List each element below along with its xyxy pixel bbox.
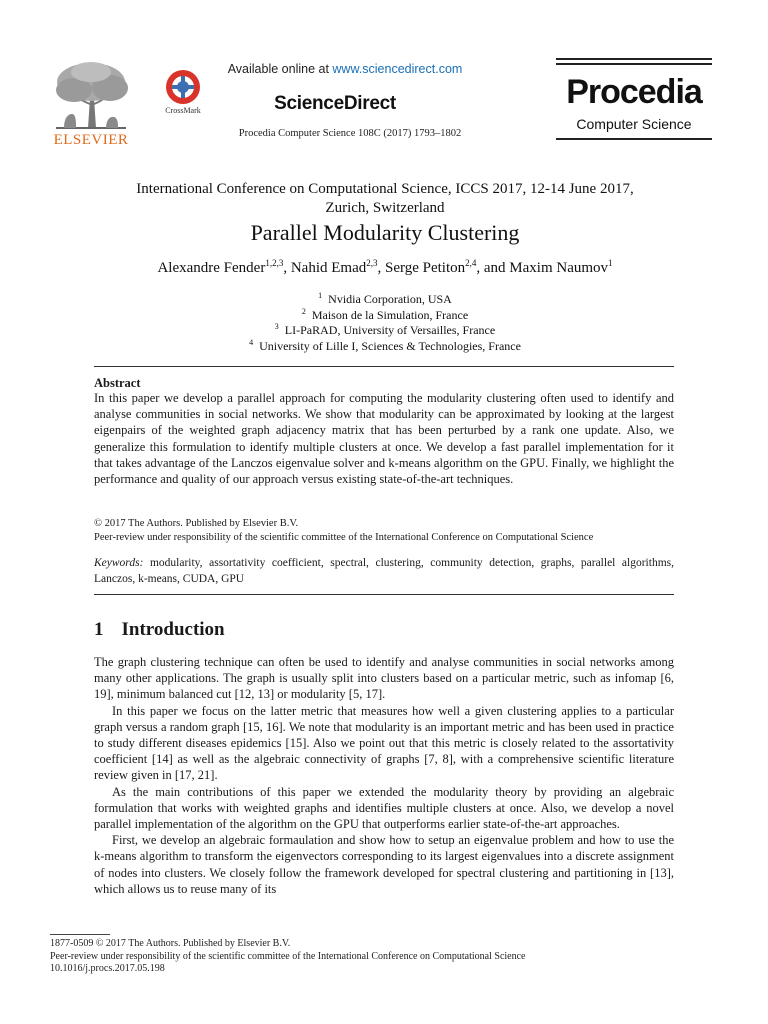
affiliation-text: LI-PaRAD, University of Versailles, France [284,323,496,337]
elsevier-tree-icon [50,60,132,130]
sciencedirect-link[interactable]: www.sciencedirect.com [332,62,463,76]
paragraph: In this paper we focus on the latter metric that measures how well a given clustering applies to a particular graph versus a random graph [15, 16]. We note that modularity is an important metric and has been used in practice to study different diseases epidemics [15]. Also we point out that this metric is closely related to the assortativity coefficient [14] as well as the algebraic connectivity of graphs [7, 8], with a comprehensive scientific literature review given in [17, 21]. [94,703,674,783]
available-online [200,62,490,76]
author-name: Alexandre Fender [157,260,266,276]
procedia-logo [556,58,712,144]
procedia-rule-bottom [556,138,712,140]
affiliation-item [160,292,610,308]
footer-peer-review: Peer-review under responsibility of the scientific committee of the International Conference on Computational Science [50,950,526,962]
footnote-rule [50,934,110,935]
affiliation-list [160,292,610,354]
conference-name [80,180,690,218]
abstract-bottom-divider [94,594,674,595]
procedia-title: Procedia [566,73,702,111]
platform-name: ScienceDirect [274,93,396,114]
affiliation-item [160,339,610,355]
author-affiliation-marks: 2,3 [366,258,378,268]
abstract-text: In this paper we develop a parallel approach for computing the modularity clustering often used to identify and analyse communities in social networks. We show that modularity can be approximated by looking at the largest eigenpairs of the weighted graph adjacency matrix that has been perturbed by a rank one update. Also, we generalize this formulation to identify multiple clusters at once. We develop a fast parallel implementation for it that takes advantage of the Lanczos eigenvalue solver and k-means algorithm on the GPU. Finally, we highlight the performance and quality of our approach versus existing state-of-the-art techniques. [94,391,674,487]
paragraph: First, we develop an algebraic formaulation and show how to setup an eigenvalue problem and how to use the k-means algorithm to transform the eigenvectors corresponding to its largest eigenvalues into a discrete assignment of nodes into clusters. We closely follow the framework developed for spectral clustering and partitioning in [13], which allows us to reuse many of its [94,833,674,896]
conference-line-2: Zurich, Switzerland [325,200,445,216]
author-affiliation-marks: 1,2,3 [265,258,284,268]
elsevier-logo [50,60,132,152]
procedia-rule-top [556,58,712,60]
issn-line: 1877-0509 © 2017 The Authors. Published by Elsevier B.V. [50,938,291,949]
crossmark-label: CrossMark [165,106,201,115]
affiliation-number: 1 [318,291,323,300]
conference-line-1: International Conference on Computational Science, ICCS 2017, 12-14 June 2017, [136,181,634,197]
affiliation-item [160,323,610,339]
abstract-heading: Abstract [94,376,141,390]
journal-reference: Procedia Computer Science 108C (2017) 1793–1802 [238,128,462,139]
affiliation-text: Nvidia Corporation, USA [328,292,452,306]
author-separator: , [377,260,385,276]
keywords [94,555,674,587]
keywords-label: Keywords: [94,557,144,569]
paper-title: Parallel Modularity Clustering [250,220,520,245]
affiliation-item [160,308,610,324]
paragraph: The graph clustering technique can often be used to identify and analyse communities in social networks among many other applications. The graph is usually split into clusters based on a particular metric, such as infomap [6, 19], minimum balanced cut [12, 13] or modularity [5, 17]. [94,655,674,702]
peer-review-line: Peer-review under responsibility of the scientific committee of the International Conference on Computational Science [94,532,594,543]
procedia-subtitle: Computer Science [576,116,692,132]
copyright-line: © 2017 The Authors. Published by Elsevier B.V. [94,518,299,529]
abstract-top-divider [94,366,674,367]
affiliation-text: University of Lille I, Sciences & Technologies, France [259,338,521,353]
procedia-rule-top-2 [556,63,712,65]
keywords-list: modularity, assortativity coefficient, spectral, clustering, community detection, graphs, parallel algorithms, Lanczos, k-means, CUDA, GPU [94,557,674,585]
section-body [94,654,674,897]
author-name: Serge Petiton [384,260,466,276]
paragraph: As the main contributions of this paper we extended the modularity theory by providing an algebraic formulation that works with weighted graphs and identifies multiple clusters at once. Also, we develop a novel parallel implementation of the algorithm on the GPU that outperforms earlier state-of-the-art approaches. [94,784,674,832]
affiliation-number: 2 [301,306,306,316]
crossmark-badge[interactable] [160,68,206,124]
author-name: Nahid Emad [290,260,367,276]
section-heading [94,619,225,641]
affiliation-number: 4 [249,337,254,347]
author-list [60,260,710,277]
affiliation-text: Maison de la Simulation, France [311,307,469,322]
copyright-notice [94,517,694,545]
section-number: 1 [94,619,104,640]
section-title: Introduction [121,619,225,640]
author-separator: , [283,260,291,276]
footer [50,938,690,976]
available-prefix: Available online at [227,62,329,76]
doi-line: 10.1016/j.procs.2017.05.198 [50,963,165,974]
author-affiliation-marks: 1 [608,258,613,268]
affiliation-number: 3 [274,322,279,331]
author-separator: , and [476,260,510,276]
publisher-name: ELSEVIER [53,132,129,148]
author-name: Maxim Naumov [509,260,609,276]
author-affiliation-marks: 2,4 [465,258,477,268]
